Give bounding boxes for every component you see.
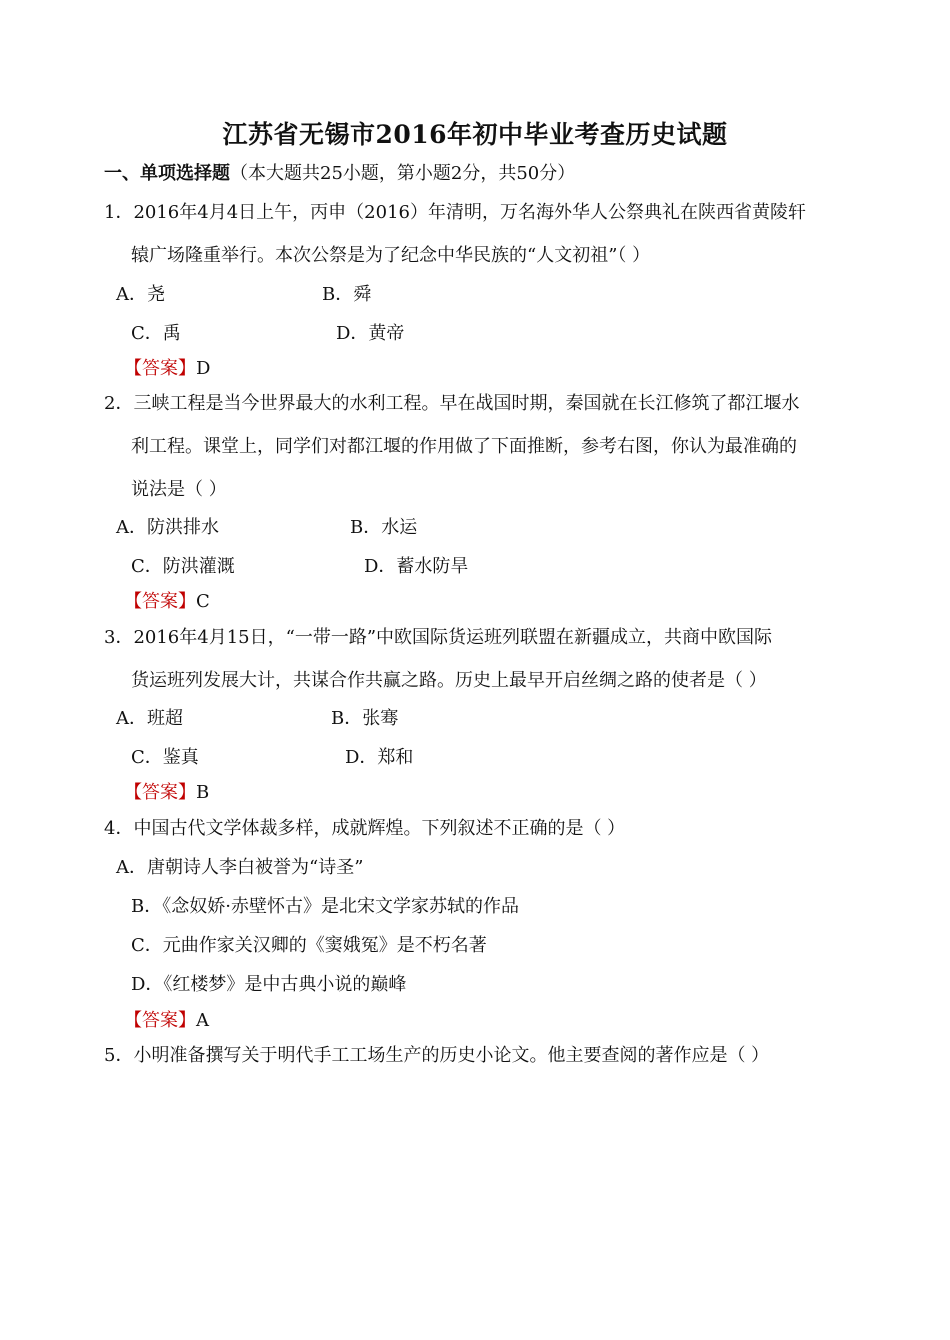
question-1-option-a: A．尧 [116,284,165,305]
question-3-option-d: D．郑和 [345,747,414,768]
answer-label: 【答案】 [124,782,196,803]
section-header [104,162,575,186]
answer-label: 【答案】 [124,591,196,612]
question-3-line-2: 货运班列发展大计，共谋合作共赢之路。历史上最早开启丝绸之路的使者是（ ） [131,670,767,691]
question-1-option-d: D．黄帝 [336,323,405,344]
question-4-option-c: C．元曲作家关汉卿的《窦娥冤》是不朽名著 [131,935,487,956]
answer-label: 【答案】 [124,358,196,379]
question-1-option-b: B．舜 [322,284,372,305]
question-2-option-d: D．蓄水防旱 [364,556,469,577]
question-3-answer [124,781,209,805]
answer-value: A [196,1010,209,1031]
section-heading: 一、单项选择题 [104,163,230,184]
question-4-answer [124,1009,209,1033]
question-3-option-c: C．鉴真 [131,747,199,768]
question-3-option-a: A．班超 [116,708,183,729]
question-4-option-b: B．《念奴娇·赤壁怀古》是北宋文学家苏轼的作品 [131,896,519,917]
section-note: （本大题共25小题，第小题2分，共50分） [230,163,576,184]
question-2-line-3: 说法是（ ） [131,479,227,500]
question-4-line-1: 4．中国古代文学体裁多样，成就辉煌。下列叙述不正确的是（ ） [104,818,626,839]
question-1-line-1: 1．2016年4月4日上午，丙申（2016）年清明，万名海外华人公祭典礼在陕西省黄陵轩 [104,202,806,223]
question-5-line-1: 5．小明准备撰写关于明代手工工场生产的历史小论文。他主要查阅的著作应是（ ） [104,1045,770,1066]
question-2-line-1: 2．三峡工程是当今世界最大的水利工程。早在战国时期，秦国就在长江修筑了都江堰水 [104,393,800,414]
question-2-answer [124,590,210,614]
question-3-line-1: 3．2016年4月15日，“一带一路”中欧国际货运班列联盟在新疆成立，共商中欧国际 [104,627,773,648]
question-2-option-b: B．水运 [350,517,418,538]
question-4-option-d: D．《红楼梦》是中古典小说的巅峰 [131,974,407,995]
question-2-option-c: C．防洪灌溉 [131,556,235,577]
question-2-line-2: 利工程。课堂上，同学们对都江堰的作用做了下面推断，参考右图，你认为最准确的 [131,436,797,457]
question-1-option-c: C．禹 [131,323,181,344]
question-2-option-a: A．防洪排水 [116,517,219,538]
answer-label: 【答案】 [124,1010,196,1031]
answer-value: C [196,591,210,612]
question-1-answer [124,357,210,381]
answer-value: D [196,358,211,379]
answer-value: B [196,782,210,803]
question-1-line-2: 辕广场隆重举行。本次公祭是为了纪念中华民族的“人文初祖”（ ） [131,245,651,266]
question-3-option-b: B．张骞 [331,708,399,729]
page-title: 江苏省无锡市2016年初中毕业考查历史试题 [222,120,728,149]
question-4-option-a: A．唐朝诗人李白被誉为“诗圣” [116,857,364,878]
